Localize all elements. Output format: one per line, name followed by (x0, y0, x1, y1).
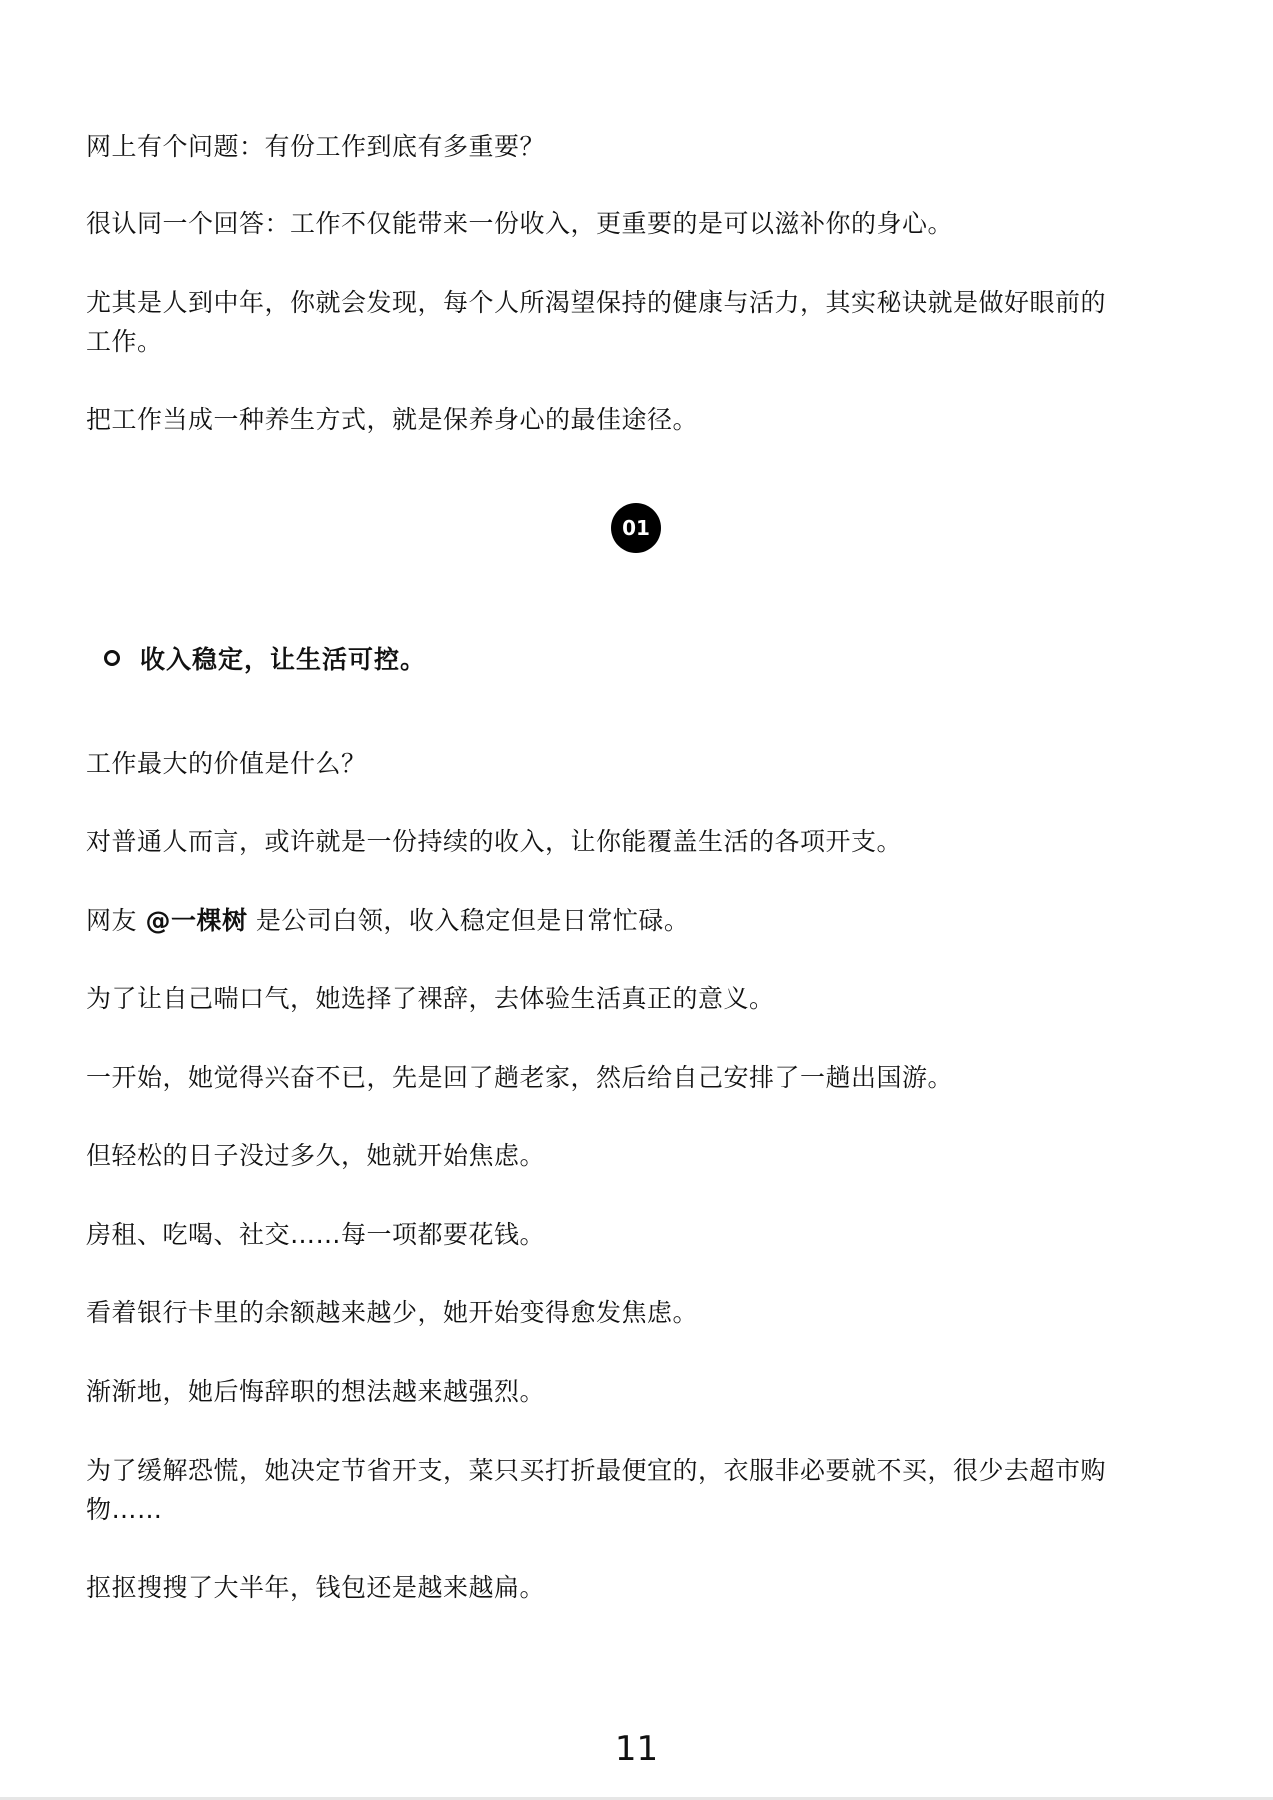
section-heading-text: 收入稳定，让生活可控。 (140, 645, 427, 674)
intro-paragraph-3-line-2: 工作。 (86, 327, 163, 356)
body-paragraph-3-prefix: 网友 (86, 906, 146, 935)
intro-paragraph-4: 把工作当成一种养生方式，就是保养身心的最佳途径。 (86, 405, 699, 434)
body-paragraph-4: 为了让自己喘口气，她选择了裸辞，去体验生活真正的意义。 (86, 984, 775, 1013)
section-number-badge: 01 (611, 503, 661, 553)
body-paragraph-10-line-1: 为了缓解恐慌，她决定节省开支，菜只买打折最便宜的，衣服非必要就不买，很少去超市购 (86, 1456, 1107, 1485)
body-paragraph-3 (86, 901, 1186, 940)
body-paragraph-7: 房租、吃喝、社交……每一项都要花钱。 (86, 1220, 546, 1249)
body-paragraph-3-suffix: 是公司白领，收入稳定但是日常忙碌。 (247, 906, 690, 935)
body-paragraph-1: 工作最大的价值是什么？ (86, 749, 367, 778)
body-paragraph-11: 抠抠搜搜了大半年，钱包还是越来越扁。 (86, 1573, 546, 1602)
page-number: 11 (614, 1729, 659, 1769)
body-paragraph-9: 渐渐地，她后悔辞职的想法越来越强烈。 (86, 1377, 546, 1406)
hollow-bullet-icon (104, 650, 120, 666)
body-paragraph-10-line-2: 物…… (86, 1495, 163, 1524)
body-paragraph-6: 但轻松的日子没过多久，她就开始焦虑。 (86, 1141, 546, 1170)
intro-paragraph-2: 很认同一个回答：工作不仅能带来一份收入，更重要的是可以滋补你的身心。 (86, 209, 954, 238)
body-paragraph-8: 看着银行卡里的余额越来越少，她开始变得愈发焦虑。 (86, 1298, 699, 1327)
section-heading (104, 638, 426, 678)
body-paragraph-2: 对普通人而言，或许就是一份持续的收入，让你能覆盖生活的各项开支。 (86, 827, 903, 856)
intro-paragraph-1: 网上有个问题：有份工作到底有多重要？ (86, 132, 546, 161)
body-paragraph-5: 一开始，她觉得兴奋不已，先是回了趟老家，然后给自己安排了一趟出国游。 (86, 1063, 954, 1092)
body-paragraph-10 (86, 1451, 1186, 1529)
user-mention: @一棵树 (145, 906, 248, 935)
intro-paragraph-3-line-1: 尤其是人到中年，你就会发现，每个人所渴望保持的健康与活力，其实秘诀就是做好眼前的 (86, 288, 1107, 317)
intro-paragraph-3 (86, 283, 1186, 361)
